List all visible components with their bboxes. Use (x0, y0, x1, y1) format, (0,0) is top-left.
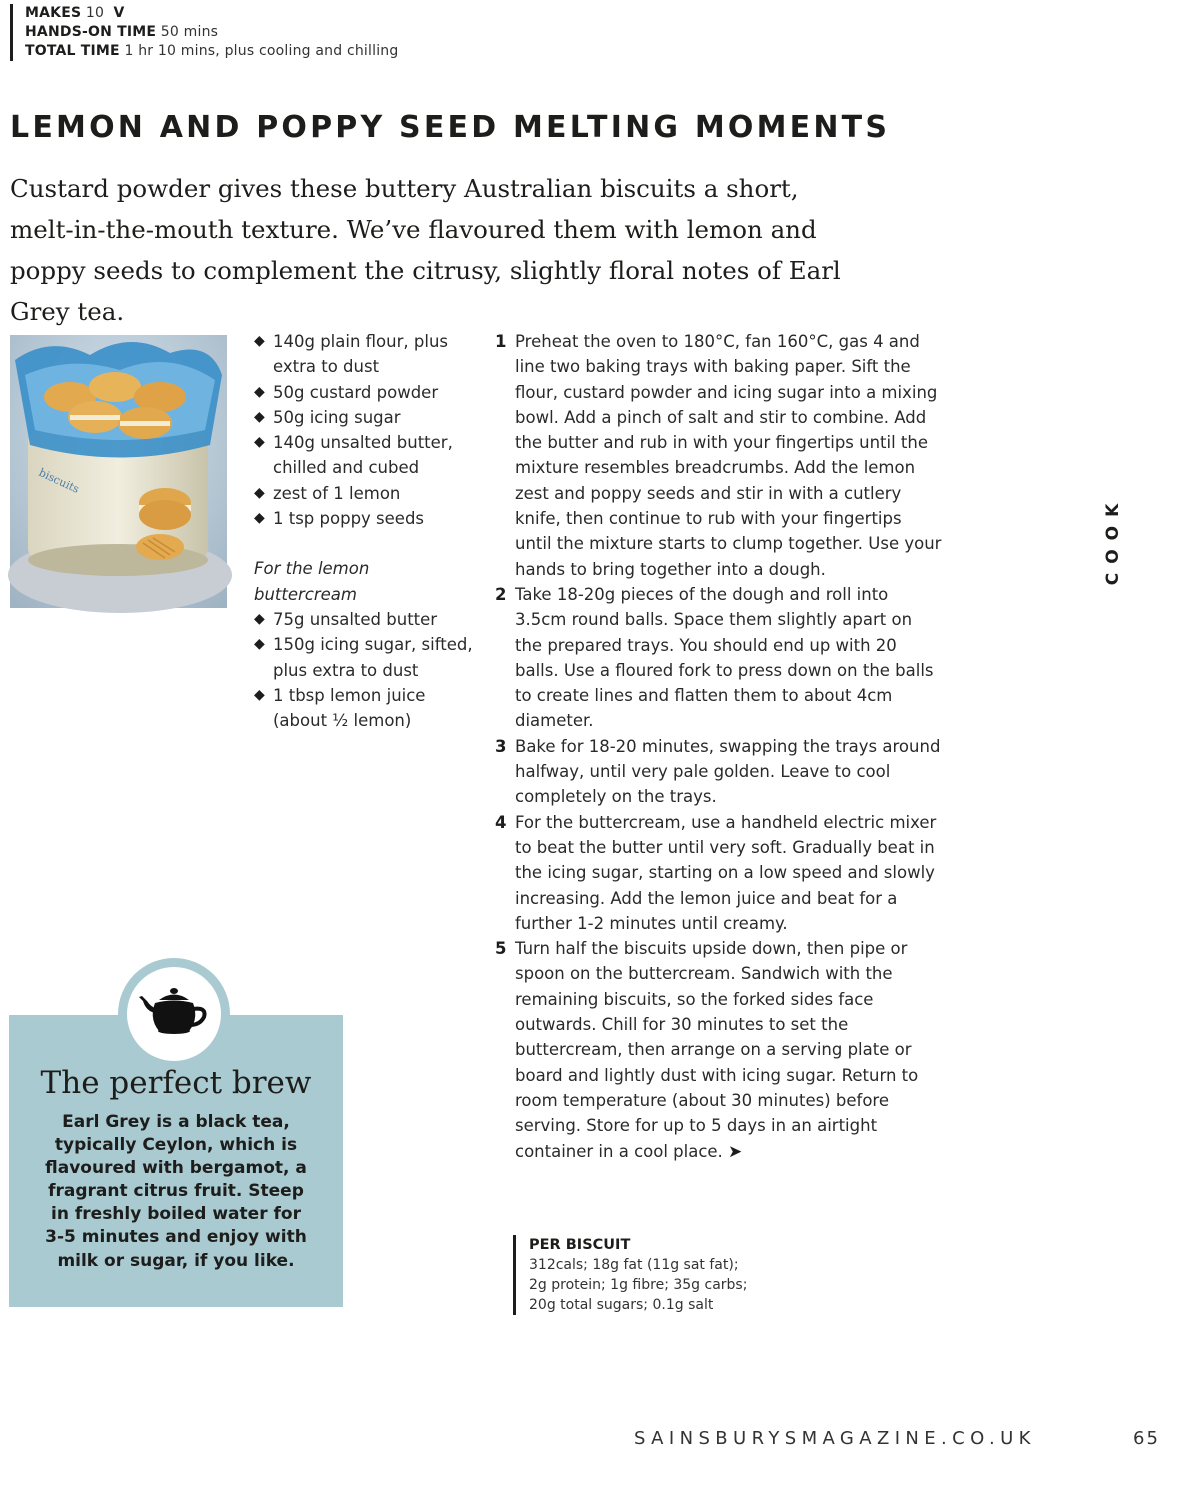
ingredient-item: ◆ 150g icing sugar, sifted, plus extra to dust (254, 632, 484, 683)
step-text: Turn half the biscuits upside down, then pipe or spoon on the buttercream. Sandwich with the remaining biscuits, so the forked sides face outwards. Chill for 30 minutes to set the buttercream, then arrange on a serving plate or board and lightly dust with icing sugar. Return to room temperature (about 30 minutes) before serving. Store for up to 5 days in an airtight container in a cool place. (515, 939, 919, 1161)
step-number: 3 (495, 736, 507, 756)
step-text: Bake for 18-20 minutes, swapping the trays around halfway, until very pale golden. Leave to cool completely on the trays. (515, 736, 941, 807)
buttercream-heading: For the lemon buttercream (254, 559, 370, 604)
step-text: Preheat the oven to 180°C, fan 160°C, gas 4 and line two baking trays with baking paper. Sift the flour, custard powder and icing sugar into a mixing bowl. Add a pinch of salt and stir to combine. Add the butter and rub in with your fingertips until the mixture resembles breadcrumbs. Add the lemon zest and poppy seeds and stir in with a cutlery knife, then continue to rub with your fingertips until the mixture starts to clump together. Use your hands to bring together into a dough. (515, 332, 942, 579)
ingredient-item: ◆ 50g icing sugar (254, 405, 484, 430)
vegetarian-tag: V (113, 5, 125, 21)
ingredient-list-main (254, 329, 484, 531)
step-text: For the buttercream, use a handheld electric mixer to beat the butter until very soft. Gradually beat in the icing sugar, starting on a low speed and slowly increasing. Add the lemon juice and beat for a further 1-2 minutes until creamy. (515, 812, 937, 933)
hands-on-line (25, 23, 398, 42)
step-text: Take 18-20g pieces of the dough and roll into 3.5cm round balls. Space them slightly apart on the prepared trays. You should end up with 20 balls. Use a floured fork to press down on the balls to create lines and flatten them to about 4cm diameter. (515, 584, 934, 731)
section-tab-label: COOK (1103, 494, 1123, 586)
method-step (493, 810, 943, 936)
teapot-icon (127, 967, 221, 1061)
section-tab (1103, 494, 1168, 638)
ingredient-item: ◆ 1 tbsp lemon juice (about ½ lemon) (254, 683, 484, 734)
makes-label: MAKES (25, 5, 82, 21)
recipe-title: LEMON AND POPPY SEED MELTING MOMENTS (10, 110, 891, 145)
recipe-intro: Custard powder gives these buttery Australian biscuits a short, melt-in-the-mouth texture. We’ve flavoured them with lemon and poppy seeds to complement the citrusy, slightly floral notes of Earl Grey tea. (10, 174, 841, 326)
ingredient-item: ◆ 140g plain flour, plus extra to dust (254, 329, 484, 380)
nutrition-line: 20g total sugars; 0.1g salt (529, 1297, 714, 1313)
tip-text: Earl Grey is a black tea, typically Ceylon, which is flavoured with bergamot, a fragrant citrus fruit. Steep in freshly boiled water for 3-5 minutes and enjoy with milk or sugar, if you like. (45, 1112, 307, 1271)
makes-line (25, 4, 398, 23)
method-steps (493, 329, 943, 1165)
tip-title: The perfect brew (40, 1065, 312, 1101)
step-number: 4 (495, 812, 507, 832)
step-number: 5 (495, 939, 507, 959)
method-step (493, 936, 943, 1165)
recipe-meta (10, 4, 398, 61)
nutrition-info (513, 1235, 747, 1315)
method-step (493, 582, 943, 734)
total-time-label: TOTAL TIME (25, 43, 120, 59)
total-time-line (25, 42, 398, 61)
biscuits-photo (10, 335, 227, 608)
makes-value: 10 (85, 5, 105, 21)
continue-arrow-icon: ➤ (728, 1141, 743, 1162)
website-url: SAINSBURYSMAGAZINE.CO.UK (634, 1428, 1036, 1449)
step-number: 1 (495, 332, 507, 351)
ingredient-item: ◆ 75g unsalted butter (254, 607, 484, 632)
step-number: 2 (495, 584, 507, 604)
ingredients (254, 329, 484, 733)
hands-on-value: 50 mins (160, 24, 219, 40)
nutrition-heading: PER BISCUIT (529, 1237, 631, 1253)
ingredient-item: ◆ 1 tsp poppy seeds (254, 506, 484, 531)
nutrition-line: 2g protein; 1g fibre; 35g carbs; (529, 1277, 748, 1293)
ingredient-item: ◆ 50g custard powder (254, 380, 484, 405)
page-number: 65 (1133, 1428, 1160, 1449)
hands-on-label: HANDS-ON TIME (25, 24, 157, 40)
total-time-value: 1 hr 10 mins, plus cooling and chilling (124, 43, 399, 59)
ingredient-item: ◆ zest of 1 lemon (254, 481, 484, 506)
ingredient-item: ◆ 140g unsalted butter, chilled and cubed (254, 430, 484, 481)
ingredient-list-buttercream (254, 607, 484, 733)
tip-icon-circle (127, 967, 221, 1061)
nutrition-line: 312cals; 18g fat (11g sat fat); (529, 1257, 739, 1273)
method-step (493, 329, 943, 582)
svg-text:biscuits: biscuits (36, 465, 82, 496)
method-step (493, 734, 943, 810)
